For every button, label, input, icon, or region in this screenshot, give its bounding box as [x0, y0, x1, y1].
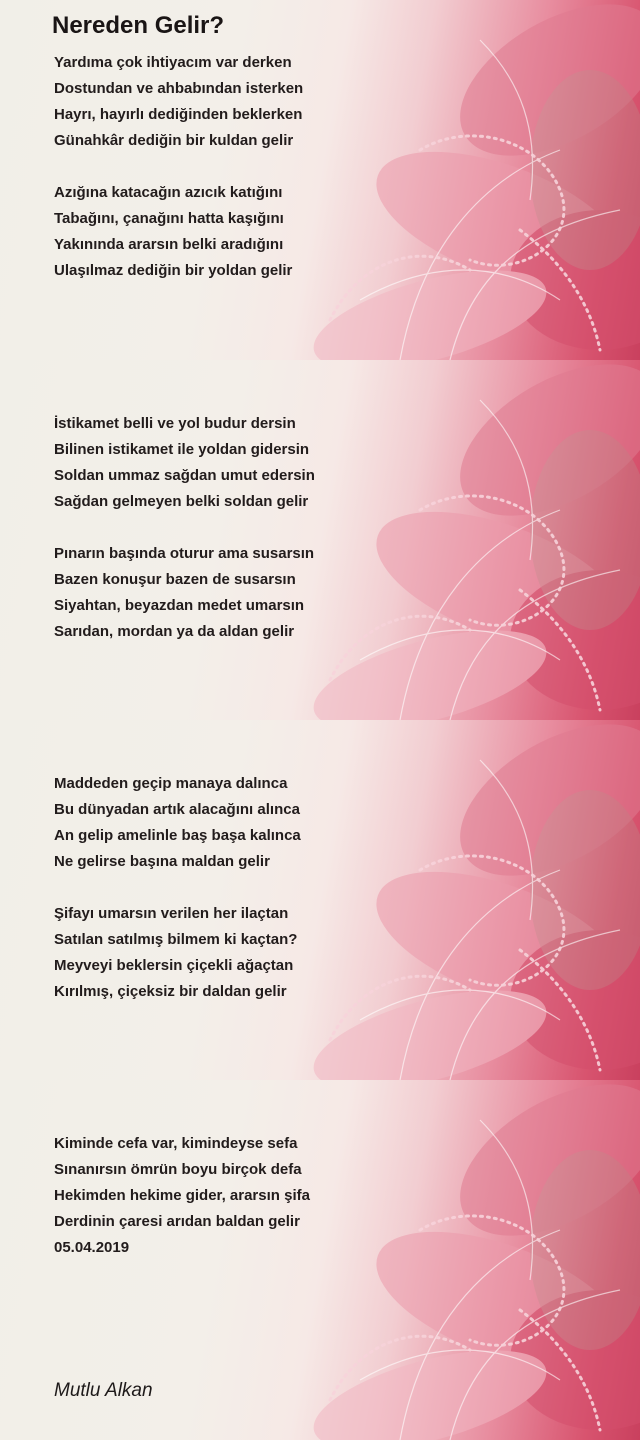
poem-line: Pınarın başında oturur ama susarsın [54, 545, 315, 562]
poem-line: Dostundan ve ahbabından isterken [54, 80, 304, 97]
poem-line: Meyveyi beklersin çiçekli ağaçtan [54, 957, 294, 974]
poem-line: Şifayı umarsın verilen her ilaçtan [54, 905, 289, 922]
poem-line: Bazen konuşur bazen de susarsın [54, 571, 296, 588]
poem-line: Maddeden geçip manaya dalınca [54, 775, 288, 792]
poem-line: Kiminde cefa var, kimindeyse sefa [54, 1135, 298, 1152]
poem-line: Azığına katacağın azıcık katığını [54, 184, 283, 201]
poem-line: Hayrı, hayırlı dediğinden beklerken [54, 106, 303, 123]
poem-line: An gelip amelinle baş başa kalınca [54, 827, 301, 844]
poem-line: Siyahtan, beyazdan medet umarsın [54, 597, 305, 614]
poem-line: Sağdan gelmeyen belki soldan gelir [54, 493, 309, 510]
poem-line: Bilinen istikamet ile yoldan gidersin [54, 441, 310, 458]
poem-line: Yardıma çok ihtiyacım var derken [54, 54, 292, 71]
author-name: Mutlu Alkan [54, 1380, 153, 1401]
poem-line: Yakınında ararsın belki aradığını [54, 236, 284, 253]
poem-line: Satılan satılmış bilmem ki kaçtan? [54, 931, 298, 948]
poem-line: Sarıdan, mordan ya da aldan gelir [54, 623, 295, 640]
poem-date: 05.04.2019 [54, 1239, 130, 1256]
stanza-7 [54, 1131, 310, 1261]
stanza-3 [54, 411, 315, 515]
poem-line: İstikamet belli ve yol budur dersin [54, 415, 296, 432]
poem-line: Hekimden hekime gider, ararsın şifa [54, 1187, 310, 1204]
poem-line: Kırılmış, çiçeksiz bir daldan gelir [54, 983, 287, 1000]
poem-line: Soldan ummaz sağdan umut edersin [54, 467, 315, 484]
poem-line: Derdinin çaresi arıdan baldan gelir [54, 1213, 300, 1230]
stanza-5 [54, 771, 301, 875]
poem-line: Tabağını, çanağını hatta kaşığını [54, 210, 284, 227]
stanza-2 [54, 180, 292, 284]
stanza-6 [54, 901, 297, 1005]
poem-line: Ne gelirse başına maldan gelir [54, 853, 270, 870]
poem-line: Ulaşılmaz dediğin bir yoldan gelir [54, 262, 293, 279]
poem-line: Bu dünyadan artık alacağını alınca [54, 801, 300, 818]
poem-line: Sınanırsın ömrün boyu birçok defa [54, 1161, 302, 1178]
poem-line: Günahkâr dediğin bir kuldan gelir [54, 132, 294, 149]
poem-title: Nereden Gelir? [52, 12, 225, 39]
stanza-1 [54, 50, 303, 154]
stanza-4 [54, 541, 314, 645]
